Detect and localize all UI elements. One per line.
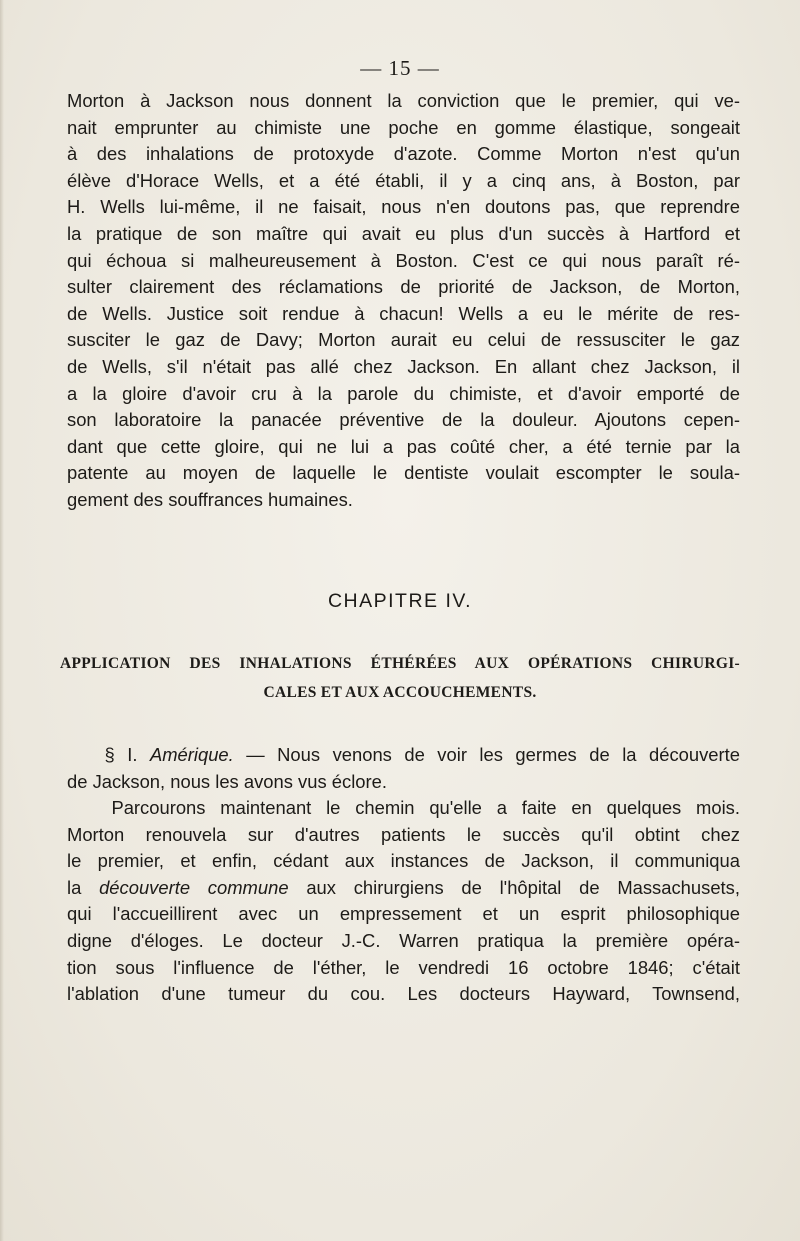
paragraph-2 xyxy=(67,742,740,795)
section-name: Amérique. xyxy=(149,744,234,765)
text-fragment: — Nous venons de voir les germes de la découverte xyxy=(246,744,740,765)
text-line xyxy=(67,875,740,902)
section-heading-line-2: CALES ET AUX ACCOUCHEMENTS. xyxy=(263,684,537,701)
chapter-title: CHAPITRE IV. xyxy=(327,590,473,612)
text-line: gement des souffrances humaines. xyxy=(67,488,353,510)
text-line xyxy=(67,795,740,822)
text-line: le premier, et enfin, cédant aux instances de Jackson, il communiqua xyxy=(67,850,740,872)
paragraph-1 xyxy=(67,88,740,514)
text-line: a la gloire d'avoir cru à la parole du chimiste, et d'avoir emporté de xyxy=(67,382,740,404)
text-line: la pratique de son maître qui avait eu plus d'un succès à Hartford et xyxy=(67,222,740,244)
text-line: qui échoua si malheureusement à Boston. C'est ce qui nous paraît ré- xyxy=(67,249,740,271)
text-fragment: aux chirurgiens de l'hôpital de Massachusets, xyxy=(306,876,740,898)
section-heading-line-1: APPLICATION DES INHALATIONS ÉTHÉRÉES AUX OPÉRATIONS CHIRURGI- xyxy=(60,655,740,672)
text-line: élève d'Horace Wells, et a été établi, il y a cinq ans, à Boston, par xyxy=(67,169,740,191)
text-line: patente au moyen de laquelle le dentiste voulait escompter le soula- xyxy=(67,462,740,484)
page-edge xyxy=(0,0,4,1241)
text-line: dant que cette gloire, qui ne lui a pas coûté cher, a été ternie par la xyxy=(67,435,740,457)
text-line: de Jackson, nous les avons vus éclore. xyxy=(67,770,387,792)
text-line: Morton renouvela sur d'autres patients le succès qu'il obtint chez xyxy=(67,823,740,845)
text-line: de Wells. Justice soit rendue à chacun! Wells a eu le mérite de res- xyxy=(67,302,740,324)
emphasis: découverte commune xyxy=(99,876,289,898)
text-line: H. Wells lui-même, il ne faisait, nous n'en doutons pas, que reprendre xyxy=(67,196,740,218)
section-mark: § I. xyxy=(104,744,138,765)
text-fragment: la xyxy=(67,876,82,898)
text-line xyxy=(67,742,740,769)
text-line: son laboratoire la panacée préventive de la douleur. Ajoutons cepen- xyxy=(67,409,740,431)
text-line: à des inhalations de protoxyde d'azote. Comme Morton n'est qu'un xyxy=(67,143,740,165)
text-line: nait emprunter au chimiste une poche en gomme élastique, songeait xyxy=(67,116,740,138)
text-line: Morton à Jackson nous donnent la conviction que le premier, qui ve- xyxy=(67,90,740,111)
text-line: susciter le gaz de Davy; Morton aurait eu celui de ressusciter le gaz xyxy=(67,329,740,351)
text-line: digne d'éloges. Le docteur J.-C. Warren pratiqua la première opéra- xyxy=(67,929,740,951)
text-line: sulter clairement des réclamations de priorité de Jackson, de Morton, xyxy=(67,276,740,298)
text-fragment: Parcourons maintenant le chemin qu'elle a faite en quelques mois. xyxy=(111,797,740,818)
text-line: de Wells, s'il n'était pas allé chez Jackson. En allant chez Jackson, il xyxy=(67,355,740,377)
text-line: tion sous l'influence de l'éther, le vendredi 16 octobre 1846; c'était xyxy=(67,956,740,978)
page-number: — 15 — xyxy=(360,56,440,80)
text-line: l'ablation d'une tumeur du cou. Les docteurs Hayward, Townsend, xyxy=(67,983,740,1005)
paragraph-3 xyxy=(67,795,740,1008)
text-line: qui l'accueillirent avec un empressement et un esprit philosophique xyxy=(67,903,740,925)
